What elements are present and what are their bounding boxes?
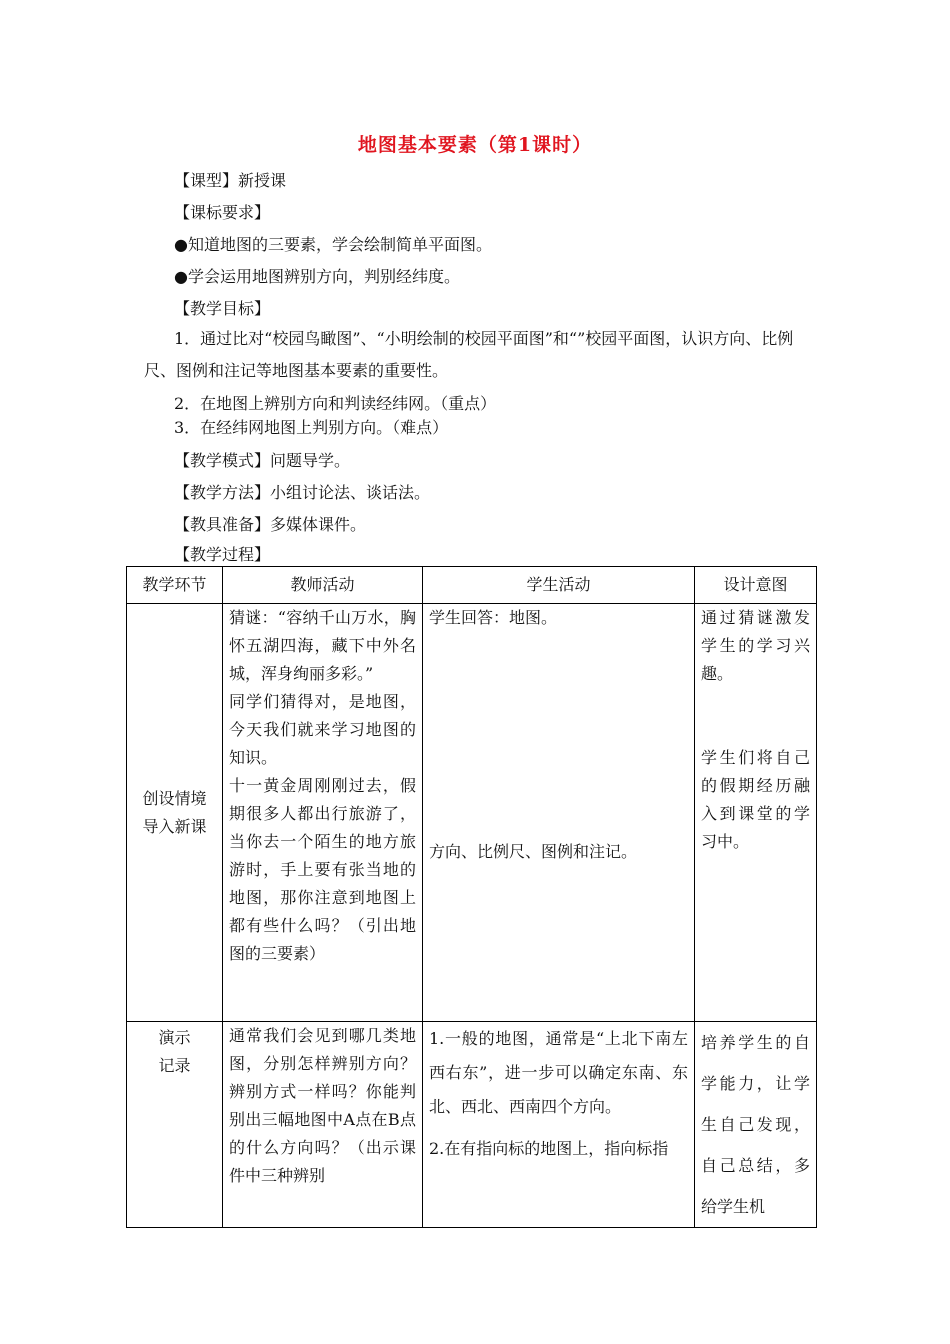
- objectives-heading: 【教学目标】: [174, 299, 271, 318]
- objective-3: 3．在经纬网地图上判别方向。（难点）: [174, 418, 449, 437]
- spacer: [429, 1124, 688, 1132]
- student-activity-cell: [423, 1022, 695, 1228]
- teacher-activity-cell: [223, 604, 423, 1022]
- teaching-process-table: [126, 566, 817, 1228]
- column-header: 教学环节: [127, 567, 223, 604]
- teaching-mode: 【教学模式】问题导学。: [174, 451, 351, 470]
- stage-label: 记录: [158, 1056, 191, 1075]
- objective-1: 1．通过比对“校园鸟瞰图”、“小明绘制的校园平面图”和“”校园平面图，认识方向、比例尺、图例和注记等地图基本要素的重要性。: [144, 329, 794, 380]
- stage-cell: [127, 604, 223, 1022]
- intent-cell: [695, 1022, 817, 1228]
- intent-text: 培养学生的自学能力，让学生自己发现，自己总结，多给学生机: [701, 1033, 810, 1216]
- table-row: [127, 604, 817, 1022]
- teaching-tools: 【教具准备】多媒体课件。: [174, 515, 367, 534]
- column-header: 教师活动: [223, 567, 423, 604]
- standards-heading: 【课标要求】: [174, 203, 271, 222]
- spacer: [701, 688, 810, 744]
- teacher-text: 同学们猜得对，是地图，今天我们就来学习地图的知识。: [229, 692, 416, 767]
- document-title: 地图基本要素（第1课时）: [357, 134, 593, 156]
- column-header: 设计意图: [695, 567, 817, 604]
- column-header: 学生活动: [423, 567, 695, 604]
- teacher-activity-cell: [223, 1022, 423, 1228]
- stage-label: 演示: [158, 1028, 191, 1047]
- process-heading: 【教学过程】: [174, 545, 271, 564]
- table-row: [127, 1022, 817, 1228]
- teaching-method: 【教学方法】小组讨论法、谈话法。: [174, 483, 431, 502]
- objective-2: 2．在地图上辨别方向和判读经纬网。（重点）: [174, 394, 497, 413]
- standard-item: ●学会运用地图辨别方向，判别经纬度。: [174, 267, 460, 286]
- student-text: 方向、比例尺、图例和注记。: [429, 842, 638, 861]
- teacher-text: 猜谜：“容纳千山万水，胸怀五湖四海，藏下中外名城，浑身绚丽多彩。”: [229, 608, 416, 683]
- lesson-type: 【课型】新授课: [174, 171, 287, 190]
- student-text: 2.在有指向标的地图上，指向标指: [429, 1139, 669, 1158]
- student-text: 学生回答：地图。: [429, 608, 558, 627]
- spacer: [429, 632, 688, 838]
- intent-text: 通过猜谜激发学生的学习兴趣。: [701, 608, 810, 683]
- stage-label: 创设情境: [142, 788, 207, 808]
- standard-item: ●知道地图的三要素，学会绘制简单平面图。: [174, 235, 492, 254]
- table-header-row: [127, 567, 817, 604]
- intent-cell: [695, 604, 817, 1022]
- teacher-text: 十一黄金周刚刚过去，假期很多人都出行旅游了，当你去一个陌生的地方旅游时，手上要有张当地的地图，那你注意到地图上都有些什么吗？（引出地图的三要素）: [229, 776, 416, 963]
- stage-cell: [127, 1022, 223, 1228]
- intent-text: 学生们将自己的假期经历融入到课堂的学习中。: [701, 748, 810, 851]
- teacher-text: 通常我们会见到哪几类地图，分别怎样辨别方向？辨别方式一样吗？你能判别出三幅地图中A点在B点的什么方向吗？（出示课件中三种辨别: [229, 1026, 416, 1185]
- stage-label: 导入新课: [142, 816, 207, 836]
- student-text: 1.一般的地图，通常是“上北下南左西右东”，进一步可以确定东南、东北、西北、西南四个方向。: [429, 1029, 688, 1116]
- student-activity-cell: [423, 604, 695, 1022]
